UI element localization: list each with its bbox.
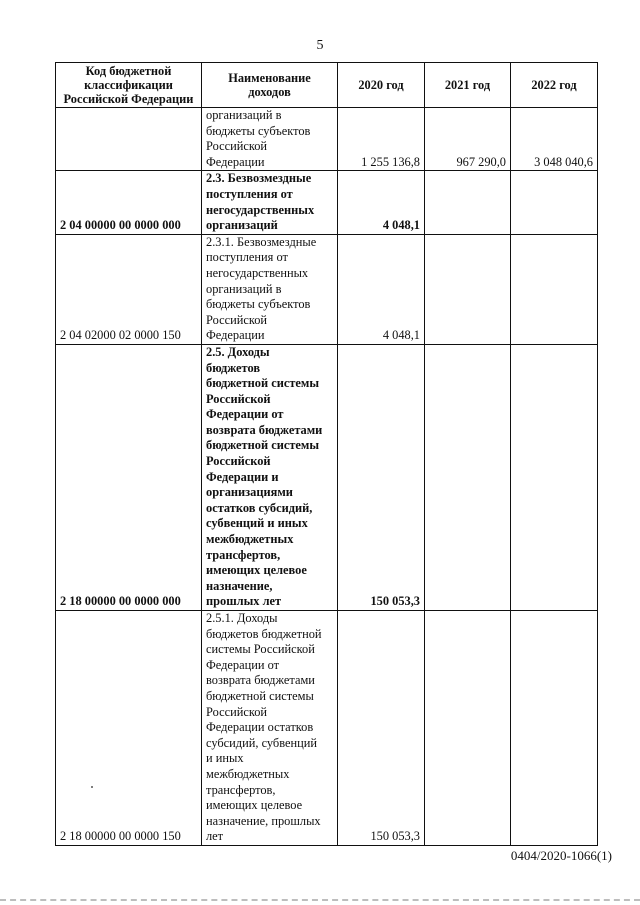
table-row xyxy=(56,171,598,234)
row-value-2020: 150 053,3 xyxy=(338,611,425,846)
table-row xyxy=(56,611,598,846)
row-code: 2 18 00000 00 0000 150 xyxy=(56,611,202,846)
document-code: 0404/2020-1066(1) xyxy=(510,848,612,863)
row-value-2021: 967 290,0 xyxy=(425,108,511,171)
row-value-2022 xyxy=(511,171,598,234)
row-name: 2.5. Доходы бюджетов бюджетной системы Российской Федерации от возврата бюджетами бюджетной системы Российской Федерации и организациями остатков субсидий, субвенций и иных межбюджетных трансфертов, имеющих целевое назначение, прошлых лет xyxy=(202,344,338,610)
page-number: 5 xyxy=(316,38,324,53)
header-2022: 2022 год xyxy=(511,63,598,108)
row-code xyxy=(56,108,202,171)
row-value-2021 xyxy=(425,171,511,234)
header-2020: 2020 год xyxy=(338,63,425,108)
row-value-2021 xyxy=(425,344,511,610)
row-value-2022 xyxy=(511,611,598,846)
row-code: 2 04 02000 02 0000 150 xyxy=(56,234,202,344)
row-value-2020: 4 048,1 xyxy=(338,234,425,344)
row-value-2020: 150 053,3 xyxy=(338,344,425,610)
scan-edge-artifact xyxy=(0,899,640,901)
row-value-2020: 4 048,1 xyxy=(338,171,425,234)
row-value-2021 xyxy=(425,234,511,344)
row-value-2022 xyxy=(511,344,598,610)
table-row xyxy=(56,344,598,610)
header-code: Код бюджетной классификации Российской Федерации xyxy=(56,63,202,108)
row-name: 2.3.1. Безвозмездные поступления от негосударственных организаций в бюджеты субъектов Российской Федерации xyxy=(202,234,338,344)
header-2021: 2021 год xyxy=(425,63,511,108)
row-name: 2.5.1. Доходы бюджетов бюджетной системы Российской Федерации от возврата бюджетами бюджетной системы Российской Федерации остатков субсидий, субвенций и иных межбюджетных трансфертов, имеющих целевое назначение, прошлых лет xyxy=(202,611,338,846)
row-code: 2 04 00000 00 0000 000 xyxy=(56,171,202,234)
header-name: Наименование доходов xyxy=(202,63,338,108)
scan-speck xyxy=(91,786,93,788)
budget-revenue-table xyxy=(55,62,598,846)
row-code: 2 18 00000 00 0000 000 xyxy=(56,344,202,610)
row-value-2021 xyxy=(425,611,511,846)
row-name: организаций в бюджеты субъектов Российской Федерации xyxy=(202,108,338,171)
table-row xyxy=(56,108,598,171)
table-row xyxy=(56,234,598,344)
table-header-row xyxy=(56,63,598,108)
row-value-2022: 3 048 040,6 xyxy=(511,108,598,171)
row-value-2020: 1 255 136,8 xyxy=(338,108,425,171)
row-name: 2.3. Безвозмездные поступления от негосударственных организаций xyxy=(202,171,338,234)
row-value-2022 xyxy=(511,234,598,344)
